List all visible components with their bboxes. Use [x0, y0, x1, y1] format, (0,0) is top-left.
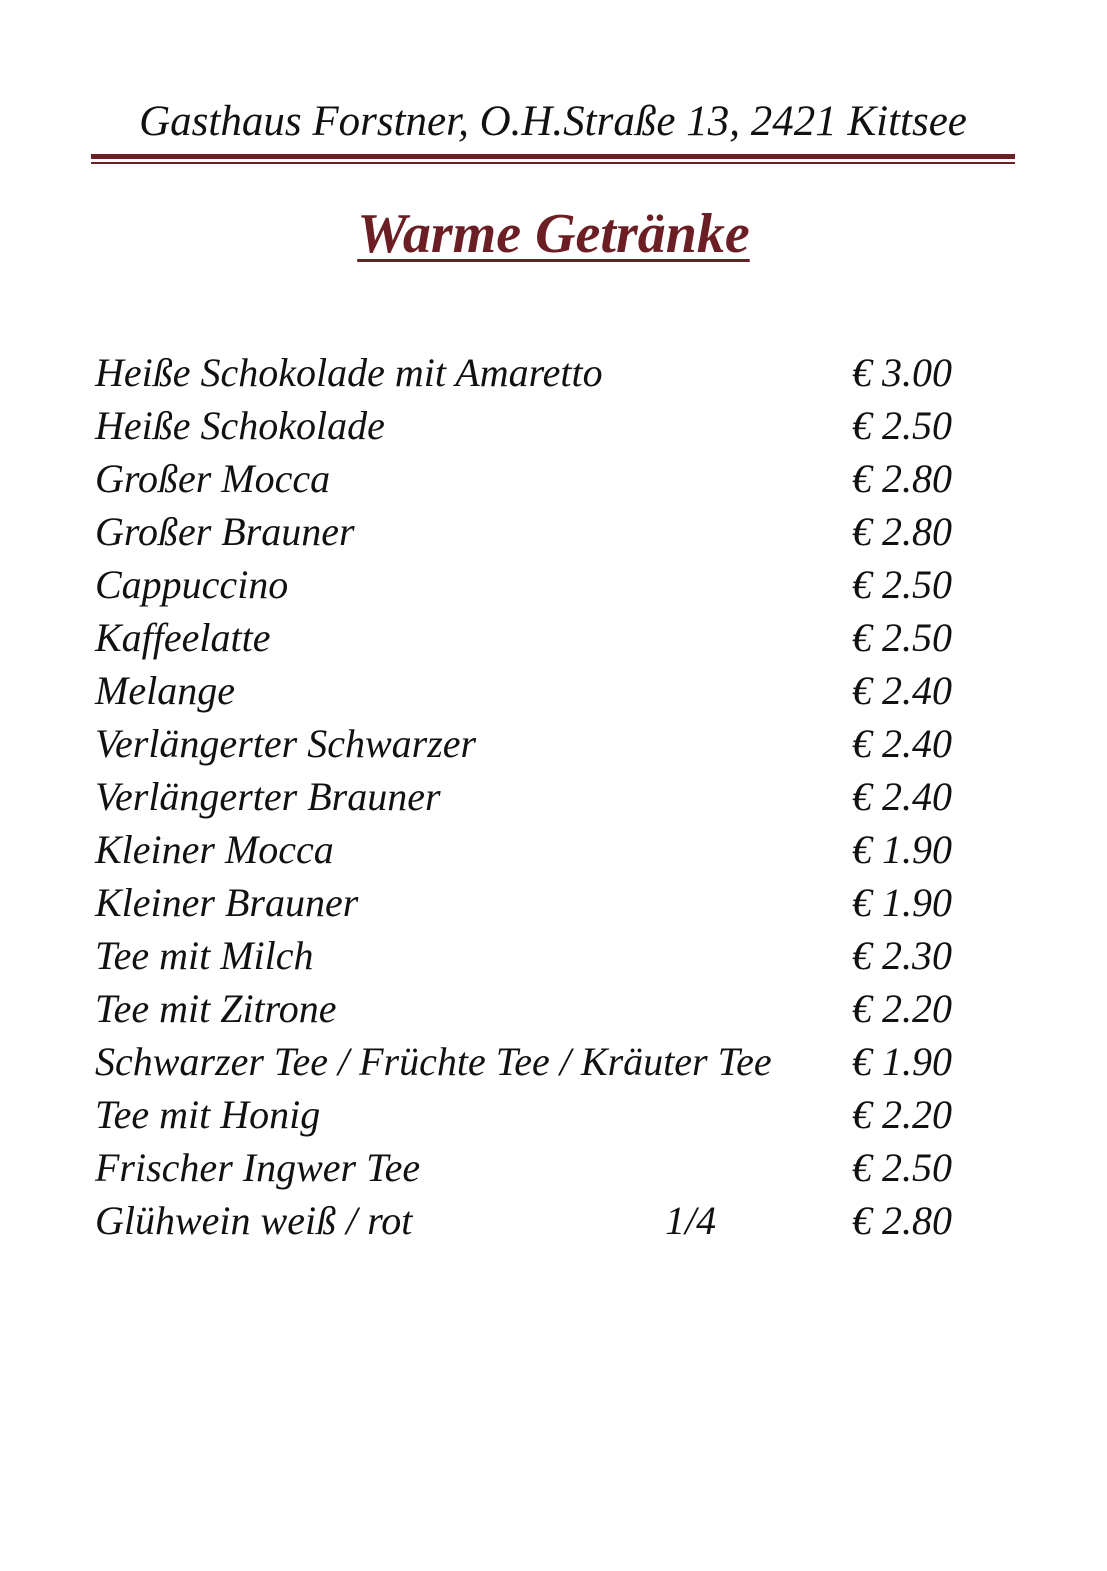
item-price: € 2.50: [852, 562, 952, 607]
item-name: Heiße Schokolade: [95, 403, 385, 448]
item-price: € 2.40: [852, 668, 952, 713]
item-price: € 1.90: [852, 880, 952, 925]
item-price: € 2.40: [852, 721, 952, 766]
menu-item: [95, 399, 995, 452]
item-price: € 2.20: [852, 986, 952, 1031]
item-name: Verlängerter Schwarzer: [95, 721, 477, 766]
item-price: € 2.80: [852, 509, 952, 554]
menu-item: [95, 505, 995, 558]
item-name: Kaffeelatte: [95, 615, 271, 660]
menu-item: [95, 1035, 995, 1088]
item-name: Frischer Ingwer Tee: [95, 1145, 421, 1190]
item-price: € 2.50: [852, 1145, 952, 1190]
item-price: € 2.50: [852, 403, 952, 448]
item-price: € 2.50: [852, 615, 952, 660]
item-price: € 2.30: [852, 933, 952, 978]
item-price: € 2.80: [852, 1198, 952, 1243]
item-name: Großer Mocca: [95, 456, 331, 501]
header-rule-thin: [91, 162, 1015, 164]
item-price: € 2.40: [852, 774, 952, 819]
menu-title: Warme Getränke: [357, 203, 750, 265]
menu-item: [95, 770, 995, 823]
menu-item: [95, 452, 995, 505]
header-rule-thick: [91, 154, 1015, 159]
menu-item: [95, 1194, 995, 1247]
item-name: Schwarzer Tee / Früchte Tee / Kräuter Tee: [95, 1039, 772, 1084]
menu-item: [95, 346, 995, 399]
item-name: Melange: [95, 668, 235, 713]
menu-list: [95, 346, 995, 1247]
menu-item: [95, 823, 995, 876]
menu-item: [95, 611, 995, 664]
item-price: € 1.90: [852, 827, 952, 872]
item-size: 1/4: [665, 1198, 717, 1243]
menu-item: [95, 558, 995, 611]
item-name: Großer Brauner: [95, 509, 355, 554]
menu-item: [95, 982, 995, 1035]
item-price: € 1.90: [852, 1039, 952, 1084]
menu-item: [95, 1088, 995, 1141]
item-name: Tee mit Zitrone: [95, 986, 337, 1031]
item-name: Verlängerter Brauner: [95, 774, 441, 819]
item-name: Heiße Schokolade mit Amaretto: [95, 350, 603, 395]
item-name: Tee mit Milch: [95, 933, 314, 978]
menu-item: [95, 929, 995, 982]
restaurant-address: Gasthaus Forstner, O.H.Straße 13, 2421 Kittsee: [139, 98, 967, 145]
item-name: Tee mit Honig: [95, 1092, 321, 1137]
item-name: Cappuccino: [95, 562, 289, 607]
menu-item: [95, 717, 995, 770]
item-price: € 2.80: [852, 456, 952, 501]
item-name: Glühwein weiß / rot: [95, 1198, 413, 1243]
menu-item: [95, 664, 995, 717]
menu-item: [95, 1141, 995, 1194]
item-price: € 3.00: [852, 350, 952, 395]
item-price: € 2.20: [852, 1092, 952, 1137]
item-name: Kleiner Brauner: [95, 880, 359, 925]
item-name: Kleiner Mocca: [95, 827, 334, 872]
menu-item: [95, 876, 995, 929]
